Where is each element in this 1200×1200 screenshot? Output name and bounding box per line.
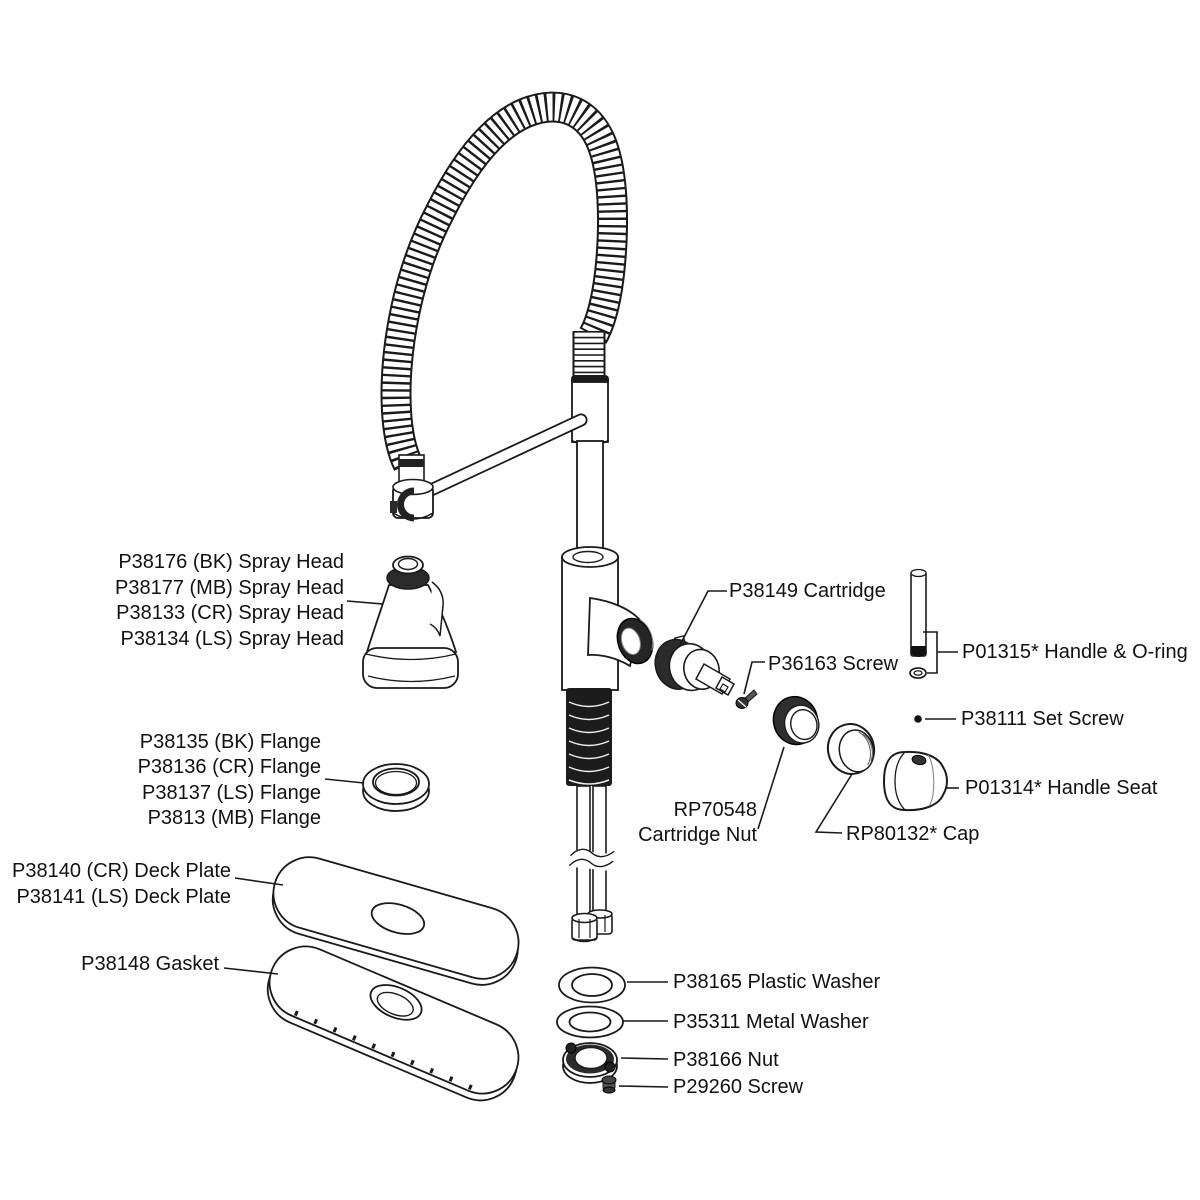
- label-screw-29260: P29260 Screw: [673, 1076, 804, 1098]
- label-handle-seat: P01314* Handle Seat: [965, 777, 1158, 799]
- label-spray-head-2: P38177 (MB) Spray Head: [114, 577, 344, 599]
- hose-threaded-end-drawing: [571, 331, 609, 385]
- leader-spray-head: [347, 601, 383, 604]
- label-cap: RP80132* Cap: [846, 823, 980, 845]
- leader-nut: [621, 1058, 668, 1059]
- faucet-body-drawing: [562, 547, 659, 690]
- leader-cartridge: [680, 591, 727, 645]
- label-cartridge-nut-2: Cartridge Nut: [638, 824, 757, 846]
- leader-screw-29260: [619, 1086, 668, 1087]
- label-gasket: P38148 Gasket: [81, 953, 219, 975]
- threaded-shank-drawing: [566, 688, 612, 786]
- leader-flange: [325, 779, 364, 783]
- label-flange-1: P38135 (BK) Flange: [139, 731, 321, 753]
- cartridge-drawing: [649, 629, 734, 700]
- mounting-screw-drawing: [602, 1076, 616, 1093]
- set-screw-drawing: [914, 715, 922, 723]
- leader-cartridge-nut: [758, 747, 784, 829]
- leader-handle-oring: [923, 632, 958, 673]
- metal-washer-drawing: [557, 1007, 623, 1038]
- label-flange-2: P38136 (CR) Flange: [137, 756, 321, 778]
- supply-tubes-drawing: [568, 786, 616, 942]
- handle-seat-drawing: [884, 752, 947, 810]
- leader-screw-36163: [744, 662, 765, 694]
- flange-drawing: [363, 764, 429, 811]
- label-deck-plate-2: P38141 (LS) Deck Plate: [16, 886, 231, 908]
- label-plastic-washer: P38165 Plastic Washer: [673, 971, 881, 993]
- label-spray-head-4: P38134 (LS) Spray Head: [120, 628, 344, 650]
- tube-nut-left: [572, 914, 597, 942]
- spray-head-drawing: [363, 557, 458, 689]
- faucet-neck-drawing: [572, 382, 608, 557]
- leader-gasket: [224, 968, 278, 974]
- label-flange-4: P3813 (MB) Flange: [147, 807, 321, 829]
- plastic-washer-drawing: [559, 968, 625, 1003]
- label-flange-3: P38137 (LS) Flange: [141, 782, 321, 804]
- support-arm-drawing: [431, 420, 581, 490]
- label-cartridge-nut-1: RP70548: [673, 799, 757, 821]
- label-spray-head-1: P38176 (BK) Spray Head: [118, 551, 344, 573]
- cartridge-nut-drawing: [768, 692, 823, 750]
- label-handle-oring: P01315* Handle & O-ring: [962, 641, 1188, 663]
- cap-drawing: [823, 720, 878, 778]
- label-metal-washer: P35311 Metal Washer: [673, 1011, 869, 1033]
- handle-drawing: [910, 570, 926, 679]
- label-deck-plate-1: P38140 (CR) Deck Plate: [12, 860, 231, 882]
- label-set-screw: P38111 Set Screw: [961, 708, 1124, 730]
- label-spray-head-3: P38133 (CR) Spray Head: [116, 602, 344, 624]
- label-screw-36163: P36163 Screw: [768, 653, 899, 675]
- screw-36163-drawing: [736, 690, 757, 709]
- label-nut: P38166 Nut: [673, 1049, 779, 1071]
- label-cartridge: P38149 Cartridge: [729, 580, 886, 602]
